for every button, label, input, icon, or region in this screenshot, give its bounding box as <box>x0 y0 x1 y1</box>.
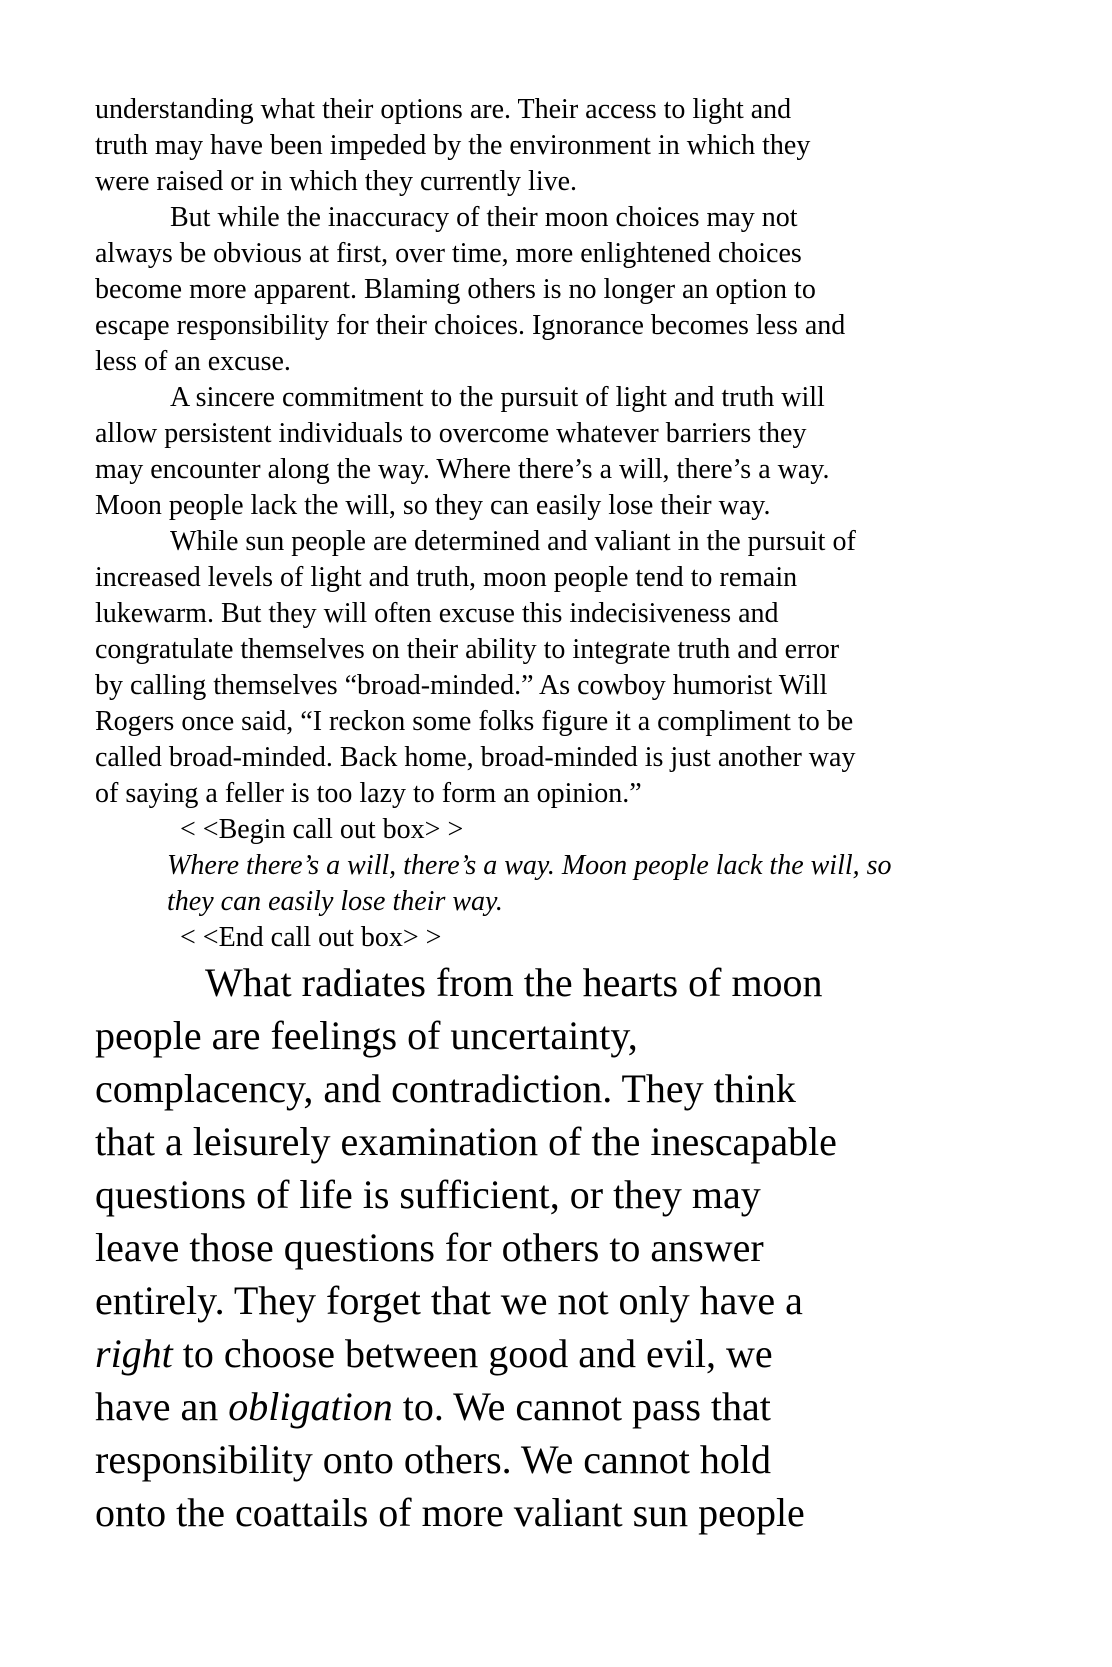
text-line <box>95 344 1035 380</box>
text-column <box>95 92 1035 1539</box>
text-line <box>95 596 1035 632</box>
text-segment: by calling themselves “broad-minded.” As cowboy humorist Will <box>95 670 828 701</box>
callout-end-marker: < <End call out box> > <box>180 922 442 953</box>
text-line <box>95 416 1035 452</box>
text-segment: may encounter along the way. Where there’s a will, there’s a way. <box>95 454 830 485</box>
text-line <box>95 236 1035 272</box>
text-line <box>95 560 1035 596</box>
text-segment: escape responsibility for their choices. Ignorance becomes less and <box>95 310 846 341</box>
text-line <box>95 452 1035 488</box>
text-segment: increased levels of light and truth, moon people tend to remain <box>95 562 798 593</box>
text-segment: Where there’s a will, there’s a way. Moon people lack the will, so <box>167 850 892 881</box>
text-line <box>95 1115 1035 1168</box>
text-line <box>95 956 1035 1009</box>
italic-text-segment: obligation <box>228 1384 393 1429</box>
text-segment: A sincere commitment to the pursuit of light and truth will <box>170 382 825 413</box>
text-line <box>95 488 1035 524</box>
text-segment: What radiates from the hearts of moon <box>205 960 823 1005</box>
large-text-paragraph <box>95 956 1035 1539</box>
body-paragraph <box>95 200 1035 380</box>
text-segment: While sun people are determined and valiant in the pursuit of <box>170 526 856 557</box>
text-line <box>95 308 1035 344</box>
text-segment: onto the coattails of more valiant sun people <box>95 1490 805 1535</box>
body-paragraph-continuation <box>95 92 1035 200</box>
text-segment: lukewarm. But they will often excuse this indecisiveness and <box>95 598 779 629</box>
text-line <box>95 272 1035 308</box>
text-line <box>167 848 1035 884</box>
text-line <box>95 1433 1035 1486</box>
text-segment: of saying a feller is too lazy to form an opinion.” <box>95 778 642 809</box>
text-line <box>95 380 1035 416</box>
text-segment: become more apparent. Blaming others is no longer an option to <box>95 274 816 305</box>
text-segment: entirely. They forget that we not only have a <box>95 1278 803 1323</box>
callout-quote <box>167 848 1035 920</box>
text-segment: questions of life is sufficient, or they may <box>95 1172 761 1217</box>
text-segment: called broad-minded. Back home, broad-minded is just another way <box>95 742 856 773</box>
text-line <box>95 200 1035 236</box>
text-line <box>95 1327 1035 1380</box>
body-paragraph <box>95 524 1035 812</box>
text-line <box>95 1486 1035 1539</box>
text-line <box>95 92 1035 128</box>
text-line <box>95 128 1035 164</box>
text-line <box>95 668 1035 704</box>
text-line <box>95 704 1035 740</box>
text-line <box>167 884 1035 920</box>
text-segment: people are feelings of uncertainty, <box>95 1013 638 1058</box>
text-segment: leave those questions for others to answer <box>95 1225 764 1270</box>
text-line <box>95 1221 1035 1274</box>
text-segment: But while the inaccuracy of their moon choices may not <box>170 202 798 233</box>
text-line <box>95 1009 1035 1062</box>
text-segment: responsibility onto others. We cannot hold <box>95 1437 771 1482</box>
text-segment: complacency, and contradiction. They think <box>95 1066 796 1111</box>
text-segment: to choose between good and evil, we <box>172 1331 773 1376</box>
text-segment: were raised or in which they currently live. <box>95 166 578 197</box>
text-segment: that a leisurely examination of the inescapable <box>95 1119 837 1164</box>
text-line <box>95 1274 1035 1327</box>
text-line <box>95 776 1035 812</box>
text-line <box>95 1380 1035 1433</box>
text-segment: truth may have been impeded by the environment in which they <box>95 130 811 161</box>
text-segment: congratulate themselves on their ability to integrate truth and error <box>95 634 840 665</box>
text-segment: Rogers once said, “I reckon some folks figure it a compliment to be <box>95 706 854 737</box>
text-segment: have an <box>95 1384 229 1429</box>
text-line <box>95 740 1035 776</box>
text-line <box>95 1168 1035 1221</box>
text-line <box>95 164 1035 200</box>
text-line <box>95 632 1035 668</box>
text-segment: Moon people lack the will, so they can easily lose their way. <box>95 490 771 521</box>
text-segment: to. We cannot pass that <box>392 1384 771 1429</box>
italic-text-segment: right <box>95 1331 173 1376</box>
body-paragraph <box>95 380 1035 524</box>
text-segment: understanding what their options are. Their access to light and <box>95 94 792 125</box>
text-segment: less of an excuse. <box>95 346 291 377</box>
text-line <box>95 524 1035 560</box>
text-line <box>95 1062 1035 1115</box>
callout-begin-marker: < <Begin call out box> > <box>180 814 464 845</box>
text-segment: allow persistent individuals to overcome whatever barriers they <box>95 418 807 449</box>
text-segment: they can easily lose their way. <box>167 886 503 917</box>
text-segment: always be obvious at first, over time, more enlightened choices <box>95 238 802 269</box>
